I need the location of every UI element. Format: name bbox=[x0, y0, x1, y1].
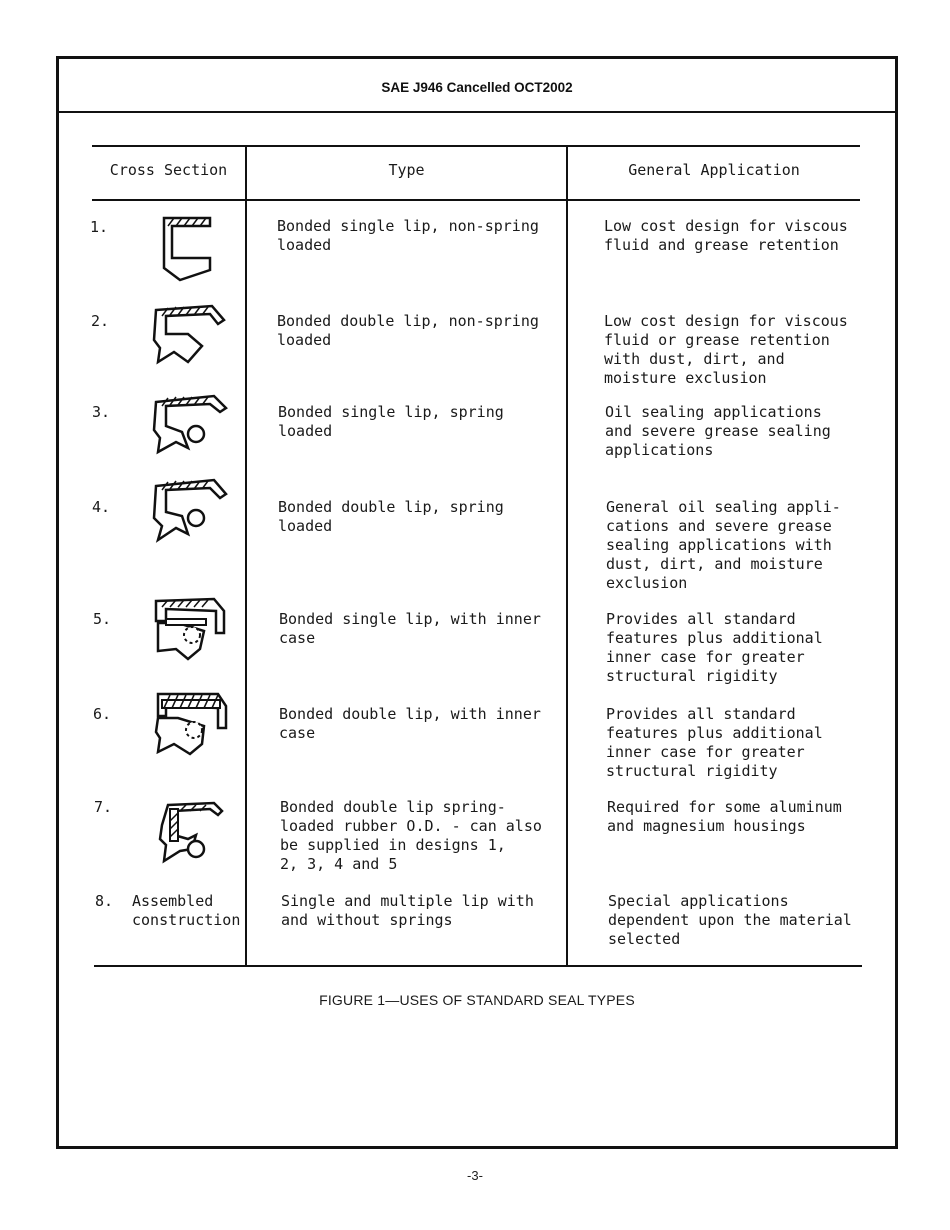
row-6-number: 6. bbox=[93, 705, 112, 723]
row-1-type: Bonded single lip, non-spring loaded bbox=[277, 217, 539, 254]
column-divider-2 bbox=[566, 145, 568, 967]
table-top-rule bbox=[92, 145, 860, 147]
column-header-cross-section: Cross Section bbox=[109, 161, 228, 179]
row-7-type: Bonded double lip spring- loaded rubber O.D. - can also be supplied in designs 1, 2, 3, 4 and 5 bbox=[280, 798, 542, 873]
row-4-number: 4. bbox=[92, 498, 111, 516]
row-5-type: Bonded single lip, with inner case bbox=[279, 610, 541, 647]
row-2-number: 2. bbox=[91, 312, 110, 330]
seal-cross-section-6-icon bbox=[148, 688, 230, 760]
seal-cross-section-2-icon bbox=[148, 300, 228, 375]
seal-cross-section-3-icon bbox=[148, 390, 228, 465]
row-6-type: Bonded double lip, with inner case bbox=[279, 705, 541, 742]
row-3-type: Bonded single lip, spring loaded bbox=[278, 403, 504, 440]
row-4-application: General oil sealing appli- cations and severe grease sealing applications with dust, dirt, and moisture exclusion bbox=[606, 498, 841, 592]
row-8-type: Single and multiple lip with and without springs bbox=[281, 892, 534, 929]
figure-caption: FIGURE 1—USES OF STANDARD SEAL TYPES bbox=[319, 992, 635, 1008]
row-4-type: Bonded double lip, spring loaded bbox=[278, 498, 504, 535]
header-divider bbox=[56, 111, 898, 113]
row-6-application: Provides all standard features plus additional inner case for greater structural rigidity bbox=[606, 705, 823, 780]
row-7-number: 7. bbox=[94, 798, 113, 816]
row-5-application: Provides all standard features plus additional inner case for greater structural rigidity bbox=[606, 610, 823, 685]
seal-cross-section-1-icon bbox=[150, 210, 220, 290]
row-1-number: 1. bbox=[90, 218, 109, 236]
row-8-number: 8. bbox=[95, 892, 114, 910]
row-2-type: Bonded double lip, non-spring loaded bbox=[277, 312, 539, 349]
row-1-application: Low cost design for viscous fluid and grease retention bbox=[604, 217, 848, 254]
document-header-title: SAE J946 Cancelled OCT2002 bbox=[381, 80, 573, 95]
row-7-application: Required for some aluminum and magnesium housings bbox=[607, 798, 842, 835]
column-header-type: Type bbox=[388, 161, 425, 179]
page-number: -3- bbox=[467, 1168, 483, 1183]
row-8-application: Special applications dependent upon the material selected bbox=[608, 892, 852, 948]
column-header-general-application: General Application bbox=[628, 161, 800, 179]
row-8-cross-section-text: Assembled construction bbox=[132, 892, 241, 929]
seal-cross-section-7-icon bbox=[150, 795, 230, 870]
row-2-application: Low cost design for viscous fluid or grease retention with dust, dirt, and moisture exclusion bbox=[604, 312, 848, 387]
row-5-number: 5. bbox=[93, 610, 112, 628]
column-divider-1 bbox=[245, 145, 247, 967]
row-3-application: Oil sealing applications and severe grease sealing applications bbox=[605, 403, 831, 459]
seal-cross-section-5-icon bbox=[148, 593, 228, 663]
table-header-rule bbox=[92, 199, 860, 201]
table-bottom-rule bbox=[94, 965, 862, 967]
row-3-number: 3. bbox=[92, 403, 111, 421]
seal-cross-section-4-icon bbox=[148, 472, 228, 552]
